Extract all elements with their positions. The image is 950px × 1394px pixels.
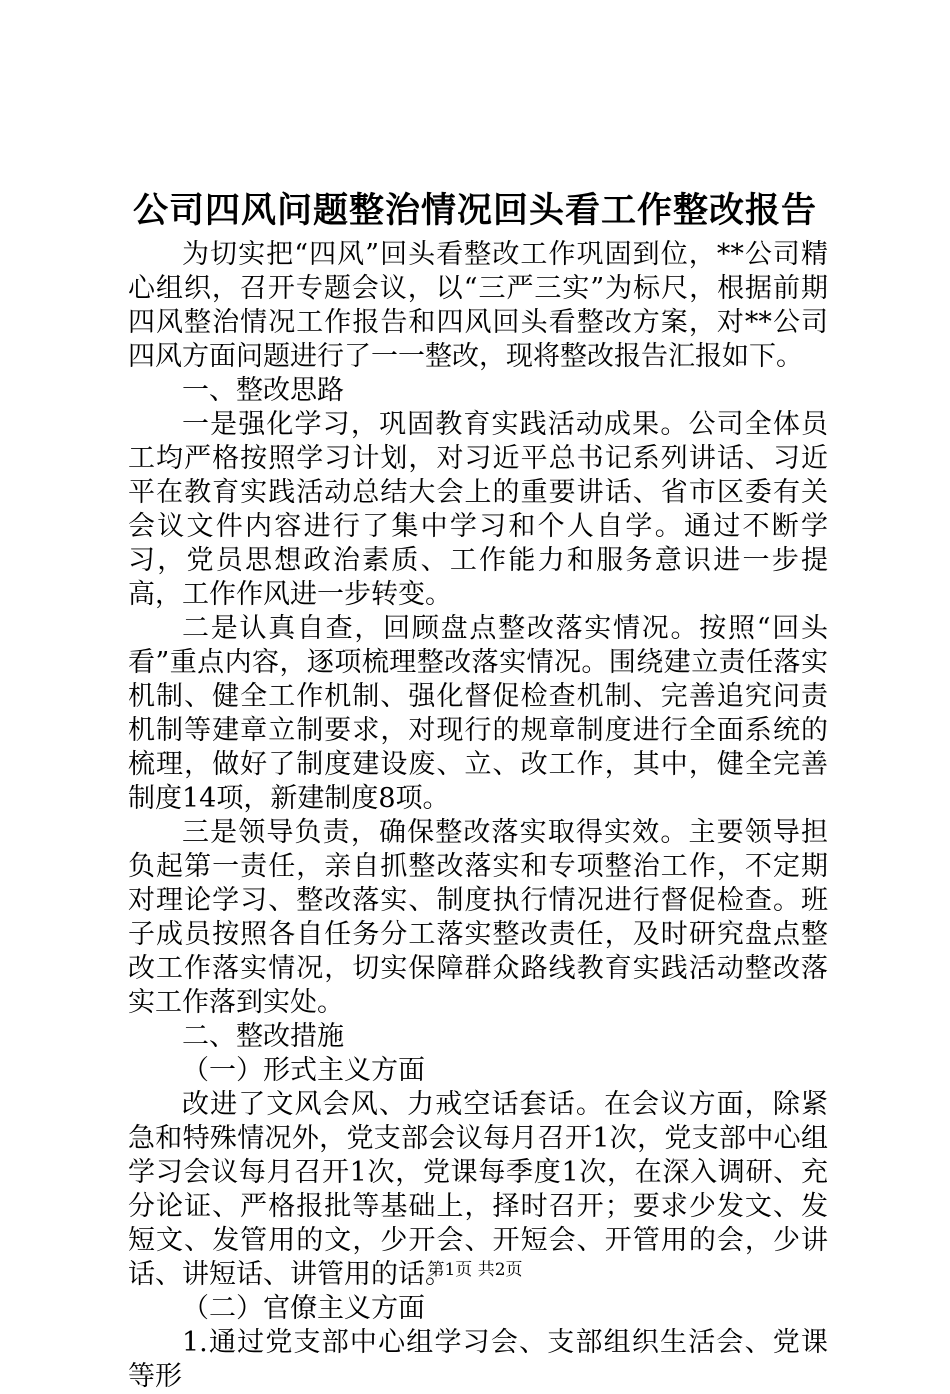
page-number-footer: 第1页 共2页 <box>427 1260 523 1280</box>
subheading-formalism: （一）形式主义方面 <box>182 1055 425 1086</box>
paragraph-self-inspection: 二是认真自查，回顾盘点整改落实情况。按照“回头看”重点内容，逐项梳理整改落实情况。围绕建立责任落实机制、健全工作机制、强化督促检查机制、完善追究问责机制等建章立制要求，对现行的规章制度进行全面系统的梳理，做好了制度建设废、立、改工作，其中，健全完善制度14项，新建制度8项。 <box>128 613 828 814</box>
subheading-bureaucratism: （二）官僚主义方面 <box>182 1293 425 1324</box>
document-body <box>128 238 828 1394</box>
paragraph-formalism: 改进了文风会风、力戒空话套话。在会议方面，除紧急和特殊情况外，党支部会议每月召开1次，党支部中心组学习会议每月召开1次，党课每季度1次，在深入调研、充分论证、严格报批等基础上，择时召开；要求少发文、发短文、发管用的文，少开会、开短会、开管用的会，少讲话、讲短话、讲管用的话。 <box>128 1089 828 1290</box>
paragraph-leadership: 三是领导负责，确保整改落实取得实效。主要领导担负起第一责任，亲自抓整改落实和专项整治工作，不定期对理论学习、整改落实、制度执行情况进行督促检查。班子成员按照各自任务分工落实整改责任，及时研究盘点整改工作落实情况，切实保障群众路线教育实践活动整改落实工作落到实处。 <box>128 817 828 1018</box>
heading-rectification-measures: 二、整改措施 <box>182 1021 344 1052</box>
paragraph-intro: 为切实把“四风”回头看整改工作巩固到位，**公司精心组织，召开专题会议，以“三严三实”为标尺，根据前期四风整治情况工作报告和四风回头看整改方案，对**公司四风方面问题进行了一一整改，现将整改报告汇报如下。 <box>128 239 828 372</box>
heading-rectification-approach: 一、整改思路 <box>182 375 344 406</box>
paragraph-bureaucratism-item-1: 1.通过党支部中心组学习会、支部组织生活会、党课等形 <box>128 1327 828 1392</box>
document-title: 公司四风问题整治情况回头看工作整改报告 <box>132 190 817 231</box>
paragraph-study: 一是强化学习，巩固教育实践活动成果。公司全体员工均严格按照学习计划，对习近平总书记系列讲话、习近平在教育实践活动总结大会上的重要讲话、省市区委有关会议文件内容进行了集中学习和个人自学。通过不断学习，党员思想政治素质、工作能力和服务意识进一步提高，工作作风进一步转变。 <box>128 409 828 610</box>
